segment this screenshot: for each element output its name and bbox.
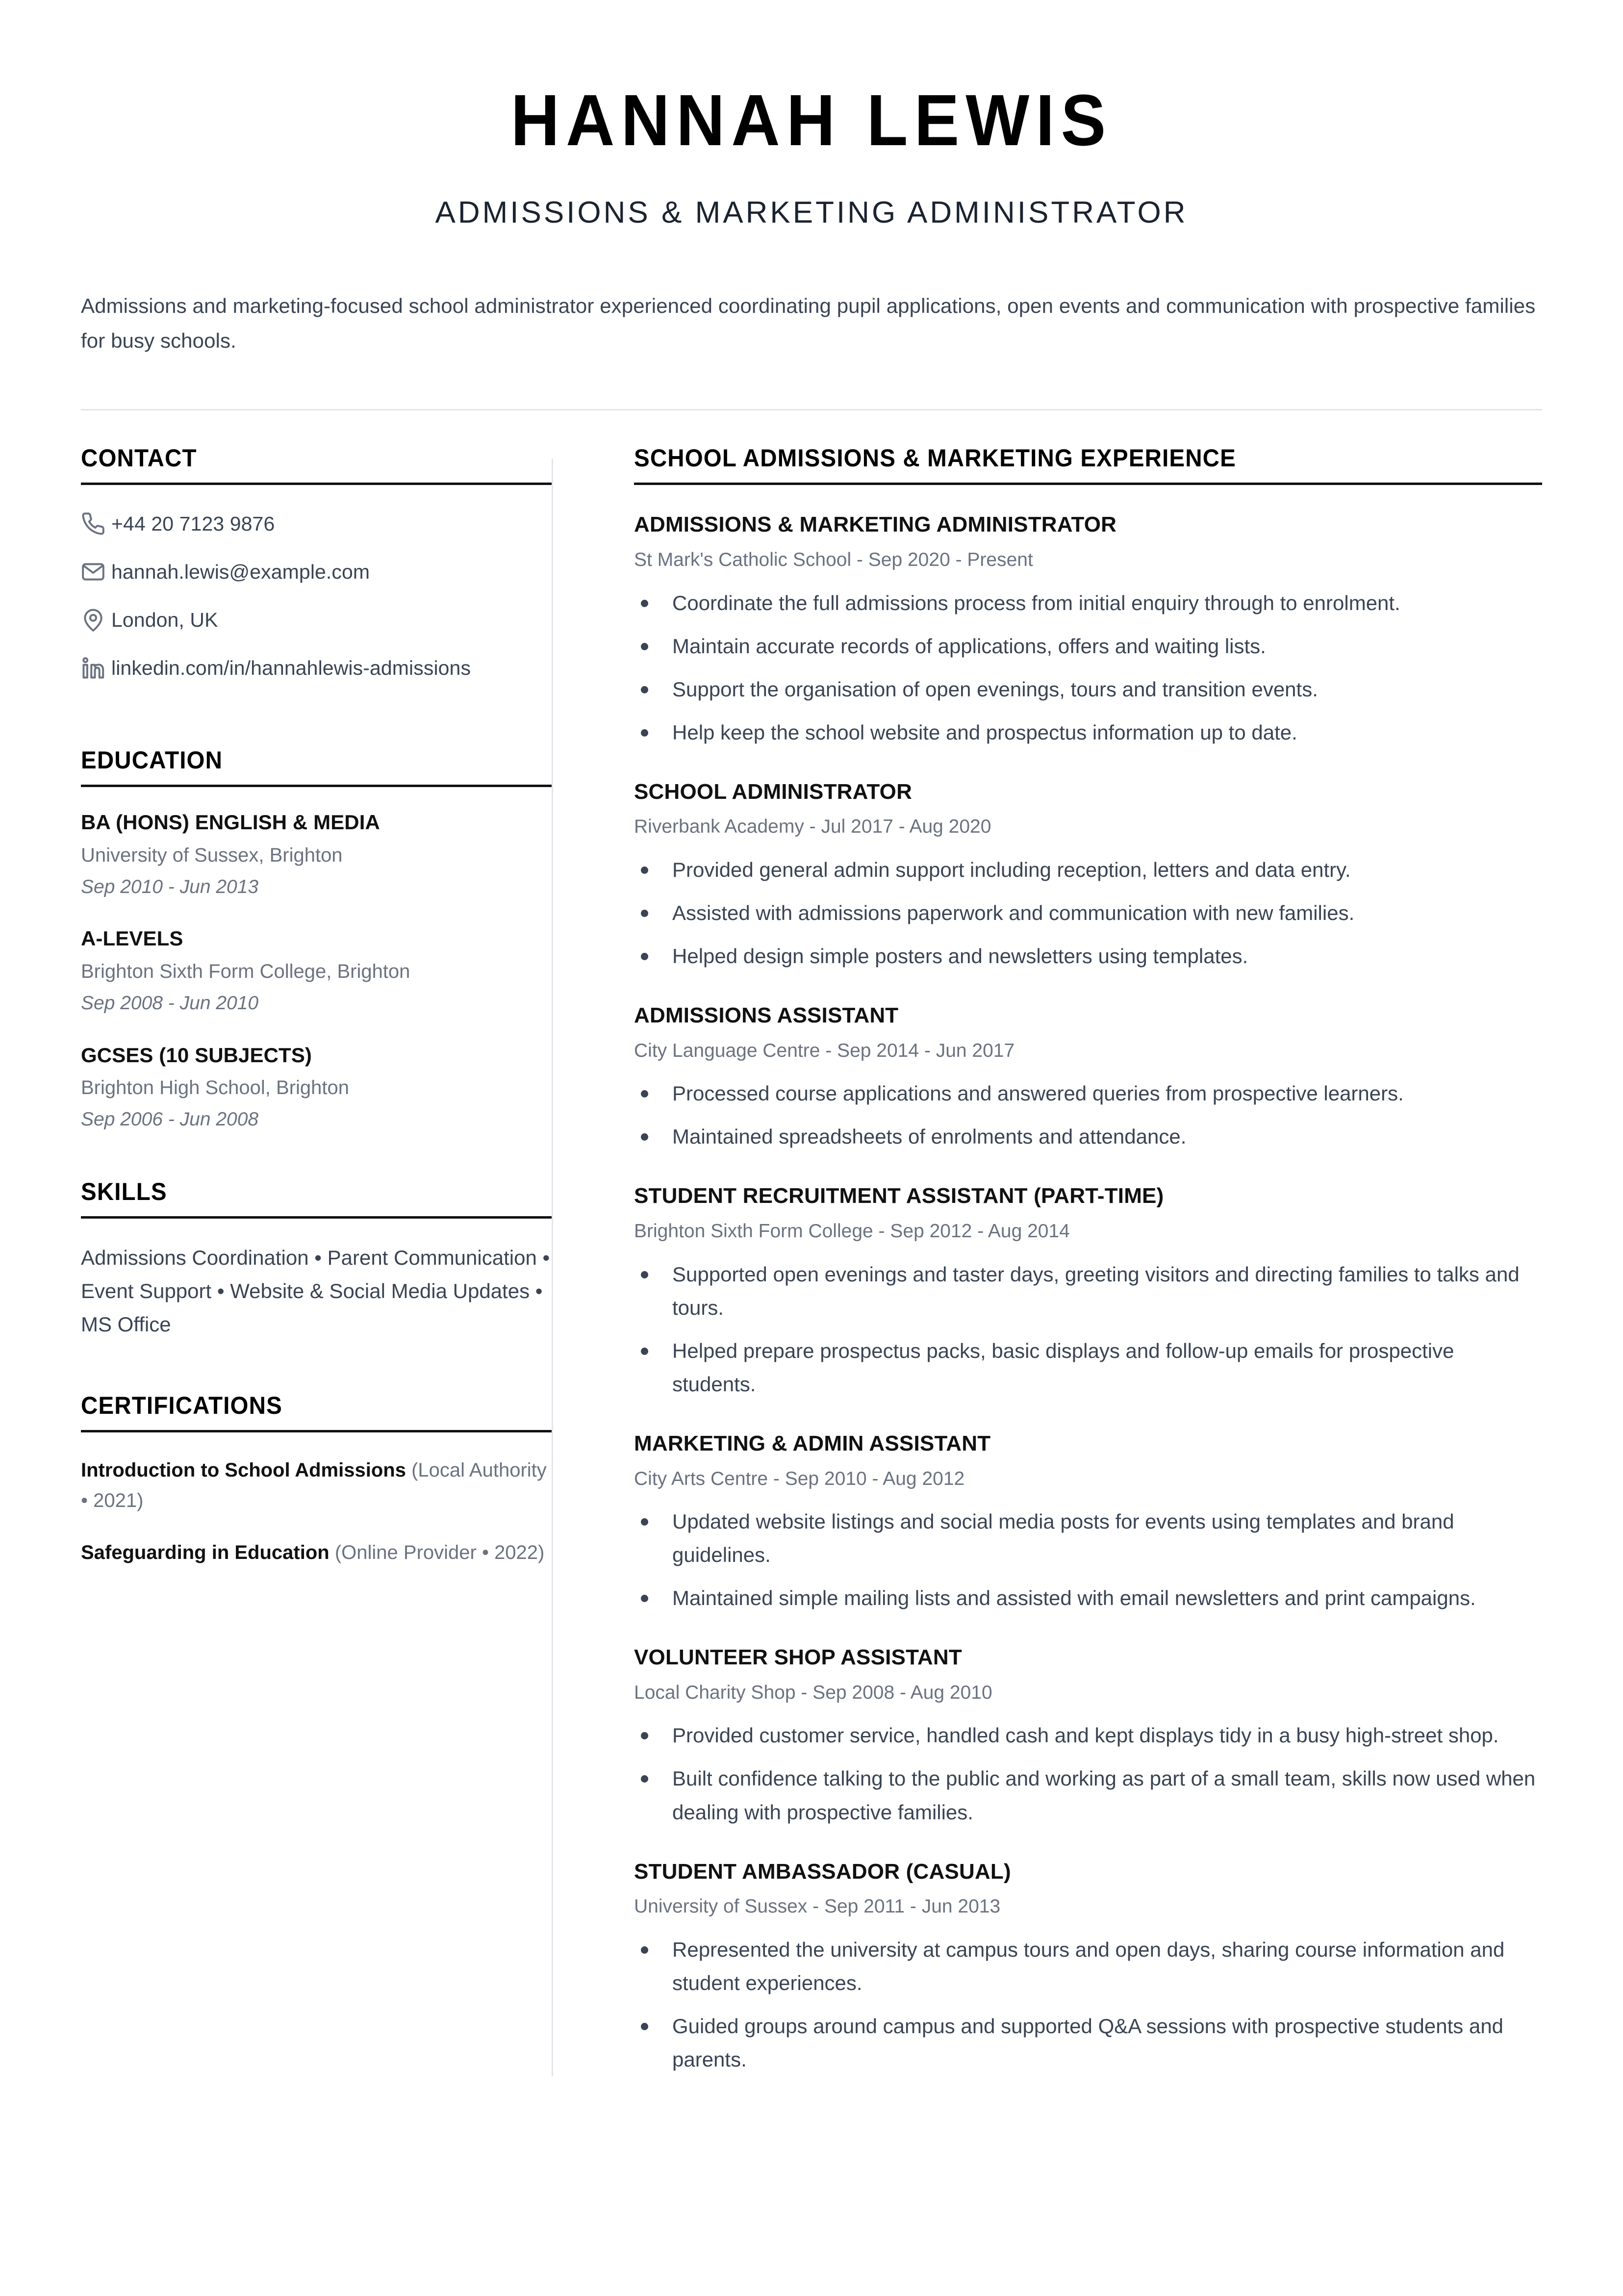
spacer: [81, 1341, 552, 1392]
section-heading-contact: CONTACT: [81, 444, 197, 472]
experience-meta: City Arts Centre - Sep 2010 - Aug 2012: [634, 1468, 965, 1489]
education-item: [81, 926, 552, 1017]
experience-list: [634, 511, 1542, 2076]
section-heading-experience: SCHOOL ADMISSIONS & MARKETING EXPERIENCE: [634, 444, 1236, 472]
contact-item-email[interactable]: [81, 558, 552, 586]
experience-role: MARKETING & ADMIN ASSISTANT: [634, 1431, 991, 1455]
education-school: Brighton High School, Brighton: [81, 1077, 349, 1099]
experience-meta: Riverbank Academy - Jul 2017 - Aug 2020: [634, 816, 991, 838]
section-heading-certifications: CERTIFICATIONS: [81, 1391, 282, 1419]
experience-bullet: Maintained spreadsheets of enrolments and attendance.: [634, 1120, 1542, 1153]
education-dates: Sep 2010 - Jun 2013: [81, 876, 259, 897]
certification-meta: (Online Provider • 2022): [334, 1541, 545, 1563]
experience-bullet: Maintained simple mailing lists and assisted with email newsletters and print campaigns.: [634, 1582, 1542, 1615]
experience-bullet: Built confidence talking to the public and working as part of a small team, skills now used when dealing with prospective families.: [634, 1762, 1542, 1829]
section-skills: [81, 1178, 552, 1341]
experience-meta: University of Sussex - Sep 2011 - Jun 2013: [634, 1896, 1001, 1917]
experience-role: STUDENT RECRUITMENT ASSISTANT (PART-TIME): [634, 1184, 1164, 1208]
experience-bullet: Provided general admin support including reception, letters and data entry.: [634, 853, 1542, 887]
resume-header: [81, 0, 1542, 410]
contact-location-value: London, UK: [111, 608, 218, 631]
experience-meta: City Language Centre - Sep 2014 - Jun 2017: [634, 1040, 1015, 1061]
experience-bullet: Help keep the school website and prospectus information up to date.: [634, 716, 1542, 749]
envelope-icon: [81, 558, 111, 586]
section-contact: [81, 445, 552, 682]
section-heading-skills: SKILLS: [81, 1177, 167, 1205]
experience-bullet: Assisted with admissions paperwork and communication with new families.: [634, 896, 1542, 930]
education-degree: A-LEVELS: [81, 927, 183, 950]
experience-role: ADMISSIONS & MARKETING ADMINISTRATOR: [634, 512, 1117, 537]
linkedin-icon: [81, 654, 111, 682]
contact-email-value: hannah.lewis@example.com: [111, 560, 370, 583]
experience-bullet: Coordinate the full admissions process from initial enquiry through to enrolment.: [634, 587, 1542, 620]
contact-item-linkedin[interactable]: [81, 654, 552, 682]
certification-item: [81, 1537, 552, 1568]
skills-text: Admissions Coordination • Parent Communication • Event Support • Website & Social Media Updates • MS Office: [81, 1246, 550, 1336]
experience-bullets: [634, 1505, 1542, 1615]
section-certifications: [81, 1392, 552, 1568]
experience-role: VOLUNTEER SHOP ASSISTANT: [634, 1645, 962, 1670]
experience-bullets: [634, 853, 1542, 973]
experience-bullet: Maintain accurate records of applications, offers and waiting lists.: [634, 630, 1542, 663]
experience-item: [634, 1859, 1542, 2076]
education-dates: Sep 2006 - Jun 2008: [81, 1109, 259, 1130]
experience-bullet: Provided customer service, handled cash and kept displays tidy in a busy high-street shop.: [634, 1719, 1542, 1752]
experience-role: ADMISSIONS ASSISTANT: [634, 1003, 899, 1028]
spacer: [81, 702, 552, 747]
experience-bullets: [634, 587, 1542, 749]
certification-meta: (Local Authority • 2021): [81, 1459, 547, 1511]
experience-bullet: Represented the university at campus tours and open days, sharing course information and student experiences.: [634, 1933, 1542, 2000]
education-degree: GCSES (10 SUBJECTS): [81, 1043, 312, 1067]
experience-bullet: Guided groups around campus and supported Q&A sessions with prospective students and parents.: [634, 2010, 1542, 2076]
experience-item: [634, 511, 1542, 749]
contact-item-phone[interactable]: [81, 510, 552, 538]
experience-bullet: Processed course applications and answered queries from prospective learners.: [634, 1077, 1542, 1110]
spacer: [81, 1133, 552, 1178]
contact-item-location[interactable]: [81, 606, 552, 634]
experience-meta: Local Charity Shop - Sep 2008 - Aug 2010: [634, 1682, 992, 1703]
sidebar: [81, 445, 552, 1567]
professional-summary: Admissions and marketing-focused school administrator experienced coordinating pupil applications, open events and communication with prospective families for busy schools.: [81, 294, 1536, 352]
contact-phone-value: +44 20 7123 9876: [111, 512, 275, 535]
main-content: [553, 445, 1542, 2076]
education-item: [81, 810, 552, 900]
section-rule: [634, 483, 1542, 485]
experience-item: [634, 1430, 1542, 1615]
experience-item: [634, 1002, 1542, 1153]
section-rule: [81, 1430, 552, 1432]
section-experience: [634, 445, 1542, 2076]
experience-role: SCHOOL ADMINISTRATOR: [634, 779, 913, 804]
experience-bullets: [634, 1719, 1542, 1829]
certification-item: [81, 1455, 552, 1516]
section-rule: [81, 1216, 552, 1219]
certifications-list: [81, 1455, 552, 1568]
education-school: University of Sussex, Brighton: [81, 844, 343, 866]
education-dates: Sep 2008 - Jun 2010: [81, 992, 259, 1014]
section-rule: [81, 483, 552, 485]
experience-bullet: Helped prepare prospectus packs, basic displays and follow-up emails for prospective students.: [634, 1334, 1542, 1401]
resume-body: [81, 410, 1542, 2076]
section-education: [81, 747, 552, 1133]
experience-meta: St Mark's Catholic School - Sep 2020 - Present: [634, 549, 1033, 571]
experience-bullets: [634, 1258, 1542, 1401]
experience-bullet: Updated website listings and social media posts for events using templates and brand guidelines.: [634, 1505, 1542, 1572]
certification-name: Safeguarding in Education: [81, 1541, 330, 1563]
certification-name: Introduction to School Admissions: [81, 1459, 406, 1481]
experience-bullet: Helped design simple posters and newsletters using templates.: [634, 940, 1542, 973]
phone-icon: [81, 510, 111, 538]
experience-role: STUDENT AMBASSADOR (CASUAL): [634, 1859, 1011, 1884]
education-degree: BA (HONS) ENGLISH & MEDIA: [81, 811, 380, 834]
education-school: Brighton Sixth Form College, Brighton: [81, 960, 410, 982]
section-heading-education: EDUCATION: [81, 746, 223, 774]
experience-item: [634, 1183, 1542, 1401]
education-item: [81, 1043, 552, 1133]
experience-bullet: Support the organisation of open evenings, tours and transition events.: [634, 673, 1542, 706]
page-bottom-space: [81, 2076, 1542, 2272]
experience-bullets: [634, 1077, 1542, 1153]
experience-item: [634, 1644, 1542, 1829]
job-title: ADMISSIONS & MARKETING ADMINISTRATOR: [435, 195, 1188, 230]
experience-bullet: Supported open evenings and taster days, greeting visitors and directing families to talks and tours.: [634, 1258, 1542, 1325]
section-rule: [81, 785, 552, 787]
map-pin-icon: [81, 606, 111, 634]
contact-linkedin-value: linkedin.com/in/hannahlewis-admissions: [111, 656, 471, 679]
contact-list: [81, 510, 552, 682]
experience-item: [634, 779, 1542, 973]
education-list: [81, 810, 552, 1133]
page-title: HANNAH LEWIS: [510, 80, 1113, 161]
experience-meta: Brighton Sixth Form College - Sep 2012 - Aug 2014: [634, 1221, 1070, 1242]
experience-bullets: [634, 1933, 1542, 2076]
